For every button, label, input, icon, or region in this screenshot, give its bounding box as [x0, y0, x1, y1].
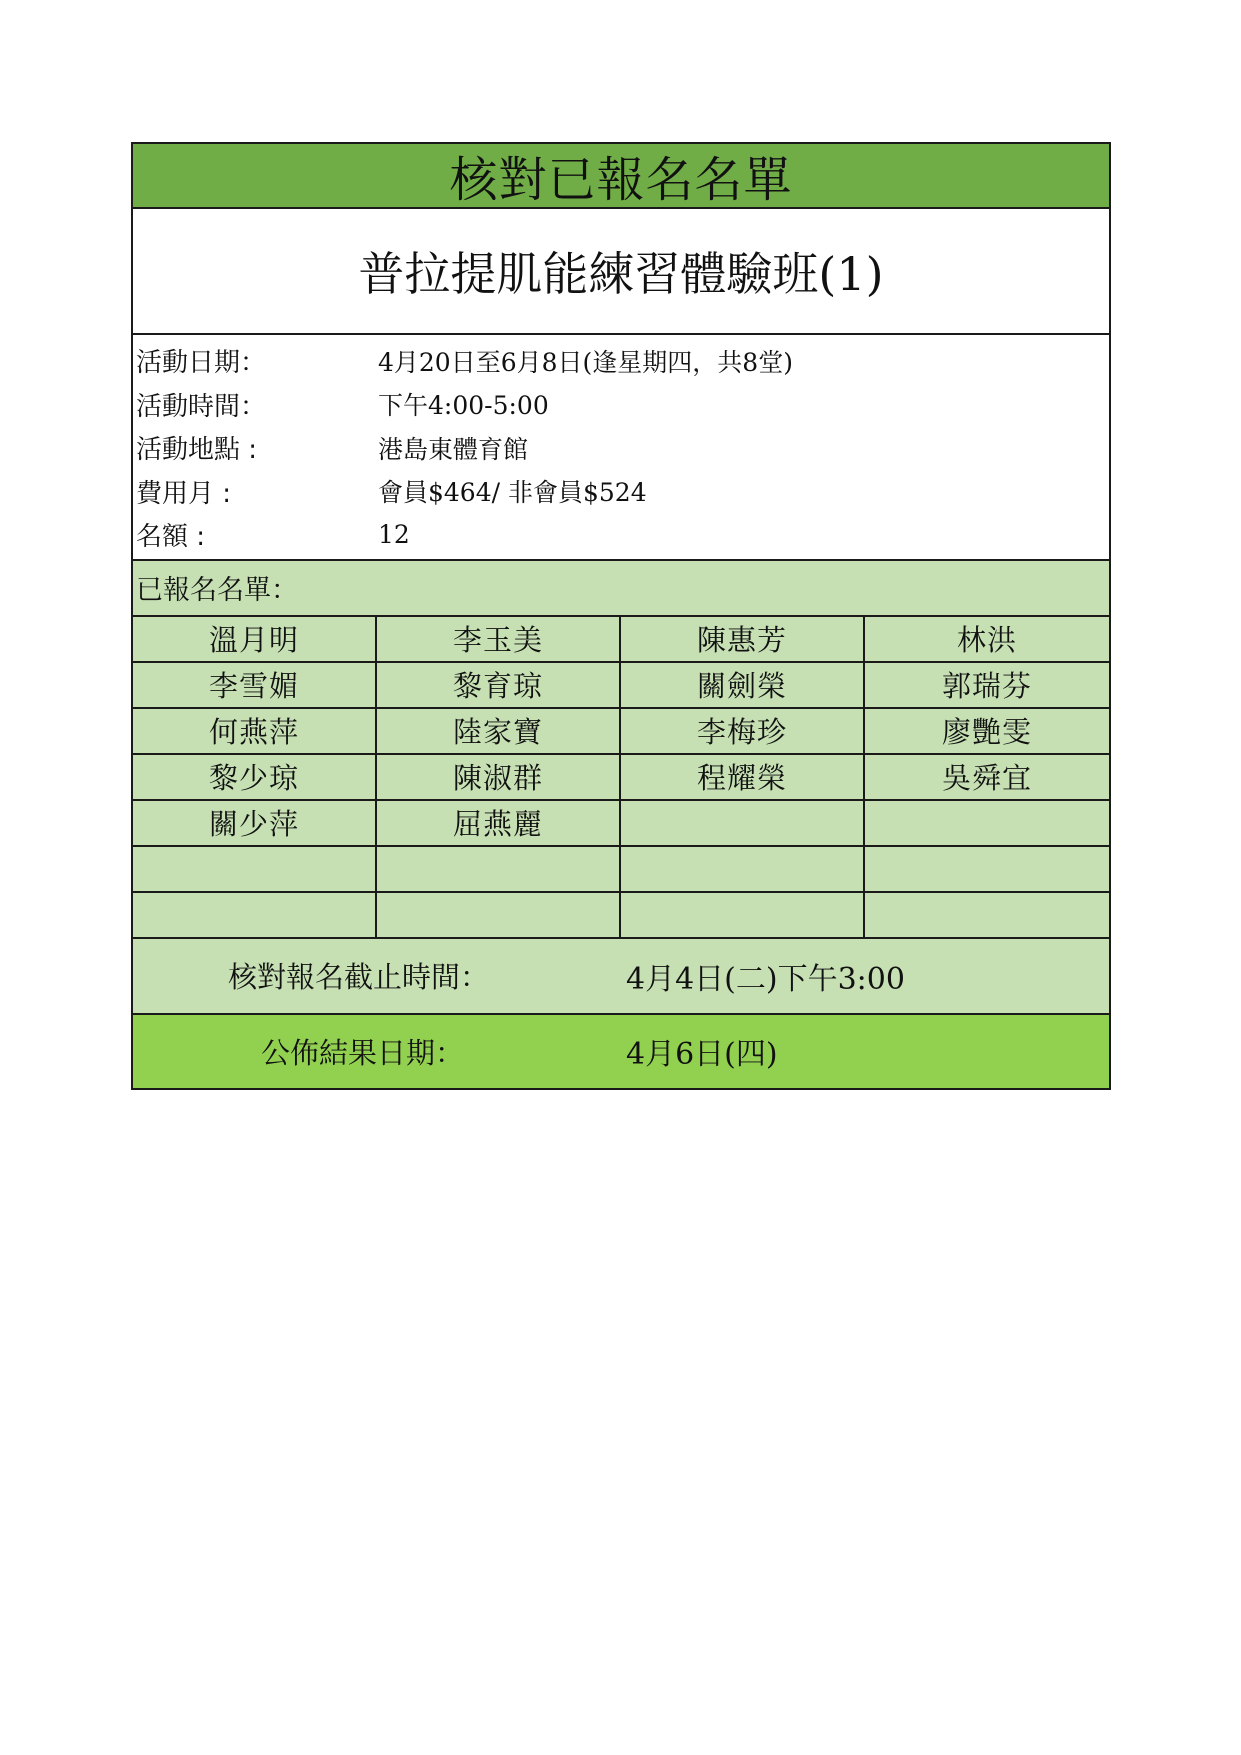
info-row-time	[133, 383, 1109, 427]
name-cell: 郭瑞芬	[865, 663, 1109, 709]
info-label: 活動時間：	[136, 391, 267, 422]
name-cell: 李雪媚	[133, 663, 377, 709]
result-row	[133, 1015, 1109, 1088]
name-cell-empty	[865, 847, 1109, 893]
name-cell: 林洪	[865, 617, 1109, 663]
deadline-row	[133, 939, 1109, 1015]
sheet-title: 核對已報名名單	[133, 144, 1109, 209]
name-cell: 陳淑群	[377, 755, 621, 801]
name-cell: 關少萍	[133, 801, 377, 847]
name-cell: 溫月明	[133, 617, 377, 663]
name-cell: 黎少琼	[133, 755, 377, 801]
name-cell: 吳舜宜	[865, 755, 1109, 801]
info-label: 名額 :	[136, 522, 206, 553]
name-cell-empty	[865, 801, 1109, 847]
result-value: 4月6日(四)	[626, 1037, 778, 1072]
name-cell-empty	[621, 801, 865, 847]
deadline-value: 4月4日(二)下午3:00	[626, 961, 905, 997]
name-cell: 陳惠芳	[621, 617, 865, 663]
name-cell: 李梅珍	[621, 709, 865, 755]
name-cell-empty	[133, 893, 377, 939]
info-value: 12	[378, 520, 410, 550]
name-cell: 程耀榮	[621, 755, 865, 801]
info-label: 活動地點 :	[136, 435, 258, 466]
info-label: 費用月 :	[136, 478, 232, 509]
info-value: 會員$464/ 非會員$524	[378, 478, 647, 508]
info-row-date	[133, 339, 1109, 383]
name-cell: 陸家寶	[377, 709, 621, 755]
name-cell-empty	[133, 847, 377, 893]
registration-sheet	[131, 142, 1111, 1090]
info-row-venue	[133, 426, 1109, 470]
registered-list-heading: 已報名名單：	[133, 561, 1109, 617]
name-cell: 廖艷雯	[865, 709, 1109, 755]
name-cell: 何燕萍	[133, 709, 377, 755]
registered-names-grid	[133, 617, 1109, 939]
info-row-fee	[133, 470, 1109, 514]
name-cell-empty	[865, 893, 1109, 939]
name-cell: 關劍榮	[621, 663, 865, 709]
name-cell: 李玉美	[377, 617, 621, 663]
activity-info	[133, 335, 1109, 561]
name-cell-empty	[377, 847, 621, 893]
info-value: 港島東體育館	[378, 434, 529, 464]
info-value: 下午4:00-5:00	[378, 391, 549, 421]
name-cell: 屈燕麗	[377, 801, 621, 847]
course-name: 普拉提肌能練習體驗班(1)	[133, 209, 1109, 335]
result-label: 公佈結果日期：	[261, 1035, 465, 1070]
deadline-label: 核對報名截止時間：	[228, 960, 490, 994]
info-label: 活動日期：	[136, 348, 267, 379]
name-cell-empty	[377, 893, 621, 939]
name-cell-empty	[621, 847, 865, 893]
name-cell: 黎育琼	[377, 663, 621, 709]
info-value: 4月20日至6月8日(逢星期四，共8堂)	[378, 347, 793, 377]
info-row-quota	[133, 513, 1109, 557]
name-cell-empty	[621, 893, 865, 939]
